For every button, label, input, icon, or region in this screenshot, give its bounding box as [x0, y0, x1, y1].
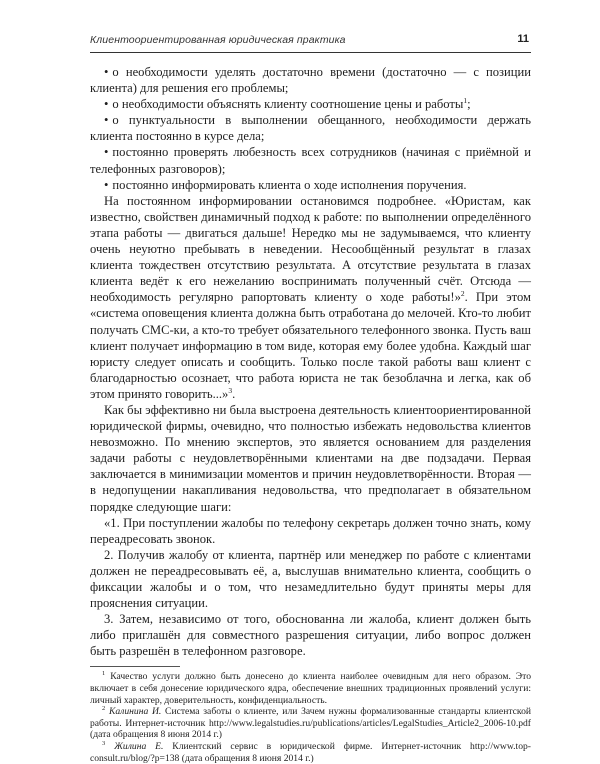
paragraph: 2. Получив жалобу от клиента, партнёр или менеджер по работе с клиентами должен не переадресовывать её, а, выслушав внимательно клиента, сообщить о фиксации жалобы и о том, что незамедлительно будут приняты меры для прояснения ситуации. [90, 547, 531, 611]
paragraph: «1. При поступлении жалобы по телефону секретарь должен точно знать, кому переадресовать звонок. [90, 515, 531, 546]
bullet-icon: • [104, 65, 109, 79]
footnote-divider [90, 666, 180, 667]
bullet-icon: • [104, 113, 109, 128]
footnote-author: Калинина И. [108, 706, 162, 718]
footnotes [90, 666, 531, 764]
bullet-item: • о пунктуальности в выполнении обещанного, необходимости держать клиента постоянно в курсе дела; [90, 113, 531, 144]
footnote-mark: 1 [102, 670, 106, 678]
footnote-ref: 2 [460, 289, 465, 299]
bullet-item: • о необходимости объяснять клиенту соотношение цены и работы$^1$; [104, 96, 471, 112]
bullet-item: • постоянно информировать клиента о ходе исполнения поручения. [104, 177, 467, 192]
bullet-item: • о необходимости уделять достаточно времени (достаточно — с позиции клиента) для решения его проблемы; [90, 65, 531, 96]
bullet-icon: • [104, 177, 109, 192]
running-title: Клиентоориентированная юридическая практика [90, 34, 346, 46]
running-header [90, 34, 531, 53]
main-text [90, 64, 531, 659]
paragraph: Как бы эффективно ни была выстроена деятельность клиентоориентированной юридической фирмы, очевидно, что полностью избежать недовольства клиентов невозможно. По мнению экспертов, это является основанием для разделения задачи работы с неудовлетворёнными клиентами на две подзадачи. Первая заключается в минимизации моментов и причин неудовлетворённости. Вторая — в недопущении накапливания недовольства, что предполагает в обязательном порядке следующие шаги: [90, 402, 531, 514]
bullet-icon: • [104, 97, 109, 112]
book-page [90, 34, 531, 764]
footnote: $^2$ Калинина И. Система заботы о клиенте, или Зачем нужны формализованные стандарты клиентской работы. Интернет-источник http://www.legalstudies.ru/publications/articles/LegalStudies_Article2_2006-10.pdf (дата обращения 8 июня 2014 г.) [90, 705, 531, 741]
bullet-icon: • [104, 145, 109, 160]
footnote-mark: 2 [102, 705, 106, 713]
footnote-ref: 1 [463, 96, 468, 106]
footnote: $^3$ Жилина Е. Клиентский сервис в юридической фирме. Интернет-источник http://www.top-consult.ru/blog/?p=138 (дата обращения 8 июня 2014 г.) [90, 740, 531, 764]
page-number: 11 [517, 33, 529, 45]
footnote-author: Жилина Е. [114, 741, 164, 753]
footnote: $^1$ Качество услуги должно быть донесено до клиента наиболее очевидным для него образом. Это включает в себя донесение юридического ядра, обеспечение внешних традиционных проявлений услуги: личный характер, доверительность, конфиденциальность. [90, 670, 532, 706]
footnote-mark: 3 [102, 740, 106, 748]
footnote-ref: 3 [228, 385, 233, 395]
bullet-item: • постоянно проверять любезность всех сотрудников (начиная с приёмной и телефонных разговоров); [90, 145, 531, 176]
paragraph: 3. Затем, независимо от того, обоснованна ли жалоба, клиент должен быть либо приглашён для совместного разрешения ситуации, либо вопрос должен быть разрешён в телефонном разговоре. [90, 612, 531, 659]
paragraph: На постоянном информировании остановимся подробнее. «Юристам, как известно, свойствен динамичный подход к работе: по выполнении определённого этапа работы — двигаться дальше! Нередко мы не задумываемся, что клиенту очень неуютно пребывать в неведении. Несообщённый результат в глазах клиента тождествен отсутствию результата. А отсутствие результата в глазах клиента ведёт к его нежеланию воспринимать полученный счёт. Отсюда — необходимость регулярно рапортовать клиенту о ходе работы!»$^2$. При этом «система оповещения клиента должна быть отработана до мелочей. Кто-то любит получать СМС-ки, а кто-то требует обязательного телефонного звонка. Пусть ваш клиент получает информацию в том виде, которая ему более удобна. Каждый шаг юристу следует описать и сообщить. Только после такой работы ваш клиент с благодарностью осознает, что работа юриста не так безоблачна и легка, как об этом принято говорить...»$^3$. [90, 193, 532, 401]
